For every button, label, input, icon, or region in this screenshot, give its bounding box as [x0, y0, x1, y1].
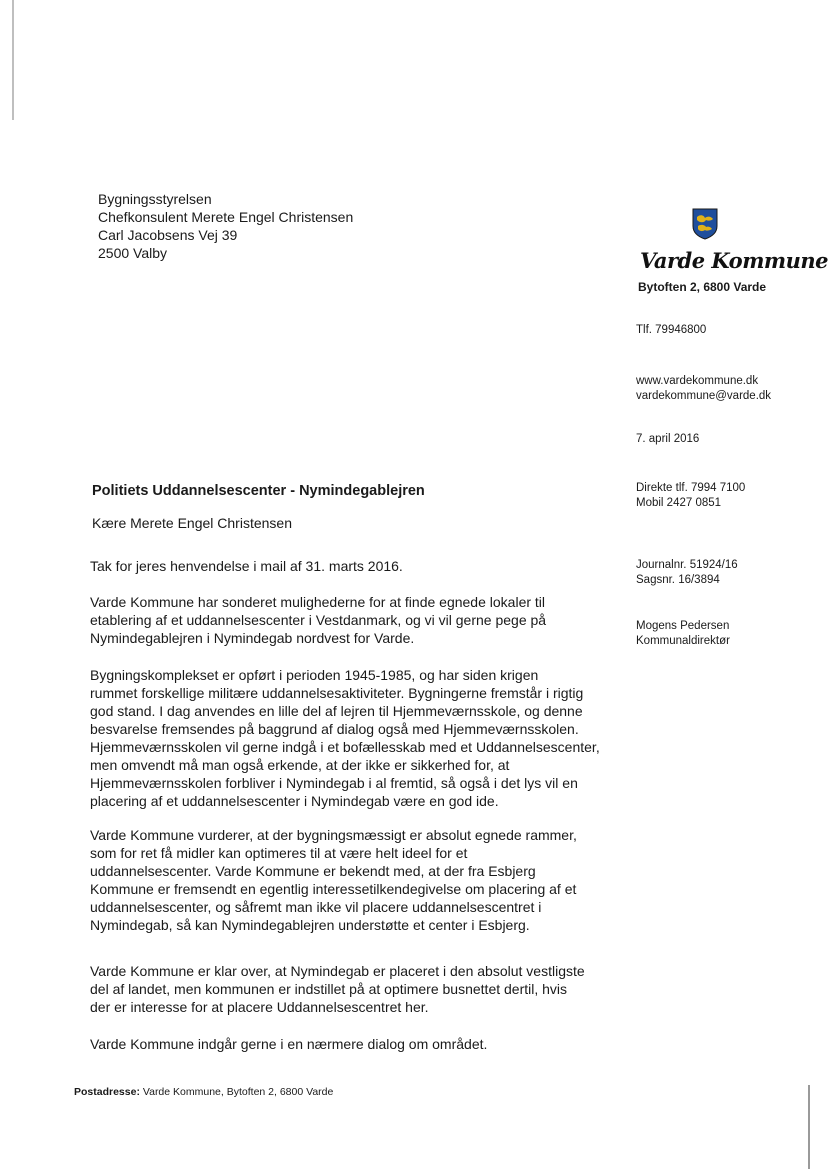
body-line: som for ret få midler kan optimeres til at være helt ideel for et [90, 845, 468, 861]
body-line: placering af et uddannelsescenter i Nymindegab være en god ide. [90, 793, 499, 809]
body-line: Bygningskomplekset er opført i perioden 1945-1985, og har siden krigen [90, 667, 539, 683]
direct-phone: Direkte tlf. 7994 7100 [636, 482, 746, 494]
paragraph-5 [90, 962, 600, 1016]
footer-address: Varde Kommune, Bytoften 2, 6800 Varde [142, 1086, 334, 1098]
body-line: Hjemmeværnsskolen forbliver i Nymindegab i al fremtid, så også i det lys vil en [90, 775, 578, 791]
recipient-line: 2500 Valby [98, 245, 168, 261]
body-line: rummet forskellige militære uddannelsesaktiviteter. Bygningerne fremstår i rigtig [90, 685, 584, 701]
mobile-phone: Mobil 2427 0851 [636, 497, 722, 509]
body-line: Varde Kommune indgår gerne i en nærmere dialog om området. [90, 1036, 488, 1052]
contact-block [636, 481, 745, 511]
date-block [636, 432, 699, 447]
body-line: etablering af et uddannelsescenter i Vestdanmark, og vi vil gerne pege på [90, 612, 547, 628]
recipient-line: Bygningsstyrelsen [98, 191, 212, 207]
scan-edge-right [808, 1085, 810, 1169]
body-line: besvarelse fremsendes på baggrund af dialog også med Hjemmeværnsskolen. [90, 721, 579, 737]
recipient-line: Carl Jacobsens Vej 39 [98, 227, 238, 243]
body-line: uddannelsescenter. Varde Kommune er bekendt med, at der fra Esbjerg [90, 863, 536, 879]
postal-footer [74, 1086, 333, 1098]
signatory-title: Kommunaldirektør [636, 635, 730, 647]
body-line: Varde Kommune er klar over, at Nymindegab er placeret i den absolut vestligste [90, 963, 585, 979]
letter-date: 7. april 2016 [636, 433, 700, 445]
paragraph-1 [90, 557, 600, 575]
phone-block [636, 323, 706, 338]
letter-subject: Politiets Uddannelsescenter - Nymindegablejren [92, 483, 425, 499]
scan-edge-left [12, 0, 14, 120]
signatory-block [636, 619, 730, 649]
phone-number: Tlf. 79946800 [636, 324, 707, 336]
paragraph-2 [90, 593, 600, 647]
body-line: Nymindegab, så kan Nymindegablejren understøtte et center i Esbjerg. [90, 917, 530, 933]
journal-number: Journalnr. 51924/16 [636, 559, 738, 571]
body-line: god stand. I dag anvendes en lille del af lejren til Hjemmeværnsskole, og denne [90, 703, 583, 719]
body-line: uddannelsescenter, og såfremt man ikke vil placere uddannelsescentret i [90, 899, 542, 915]
sender-address: Bytoften 2, 6800 Varde [638, 280, 767, 294]
crest-icon [692, 208, 718, 240]
email-link[interactable]: vardekommune@varde.dk [636, 390, 772, 402]
website-link[interactable]: www.vardekommune.dk [636, 375, 759, 387]
footer-label: Postadresse: [74, 1086, 140, 1098]
letter-greeting: Kære Merete Engel Christensen [92, 515, 292, 531]
case-number: Sagsnr. 16/3894 [636, 574, 720, 586]
body-line: der er interesse for at placere Uddannelsescentret her. [90, 999, 429, 1015]
paragraph-6 [90, 1035, 600, 1053]
signatory-name: Mogens Pedersen [636, 620, 730, 632]
body-line: del af landet, men kommunen er indstillet på at optimere busnettet dertil, hvis [90, 981, 568, 997]
reference-block [636, 558, 738, 588]
web-block [636, 374, 771, 404]
recipient-address [98, 190, 353, 262]
body-line: Nymindegablejren i Nymindegab nordvest for Varde. [90, 630, 415, 646]
body-line: Tak for jeres henvendelse i mail af 31. marts 2016. [90, 558, 403, 574]
brand-name: Varde Kommune [640, 248, 828, 273]
body-line: Varde Kommune vurderer, at der bygningsmæssigt er absolut egnede rammer, [90, 827, 577, 843]
body-line: Hjemmeværnsskolen vil gerne indgå i et bofællesskab med et Uddannelsescenter, [90, 739, 600, 755]
paragraph-3 [90, 666, 600, 810]
body-line: Varde Kommune har sonderet mulighederne for at finde egnede lokaler til [90, 594, 546, 610]
recipient-line: Chefkonsulent Merete Engel Christensen [98, 209, 354, 225]
body-line: men omvendt må man også erkende, at der ikke er sikkerhed for, at [90, 757, 510, 773]
body-line: Kommune er fremsendt en egentlig interessetilkendegivelse om placering af et [90, 881, 577, 897]
paragraph-4 [90, 826, 600, 934]
